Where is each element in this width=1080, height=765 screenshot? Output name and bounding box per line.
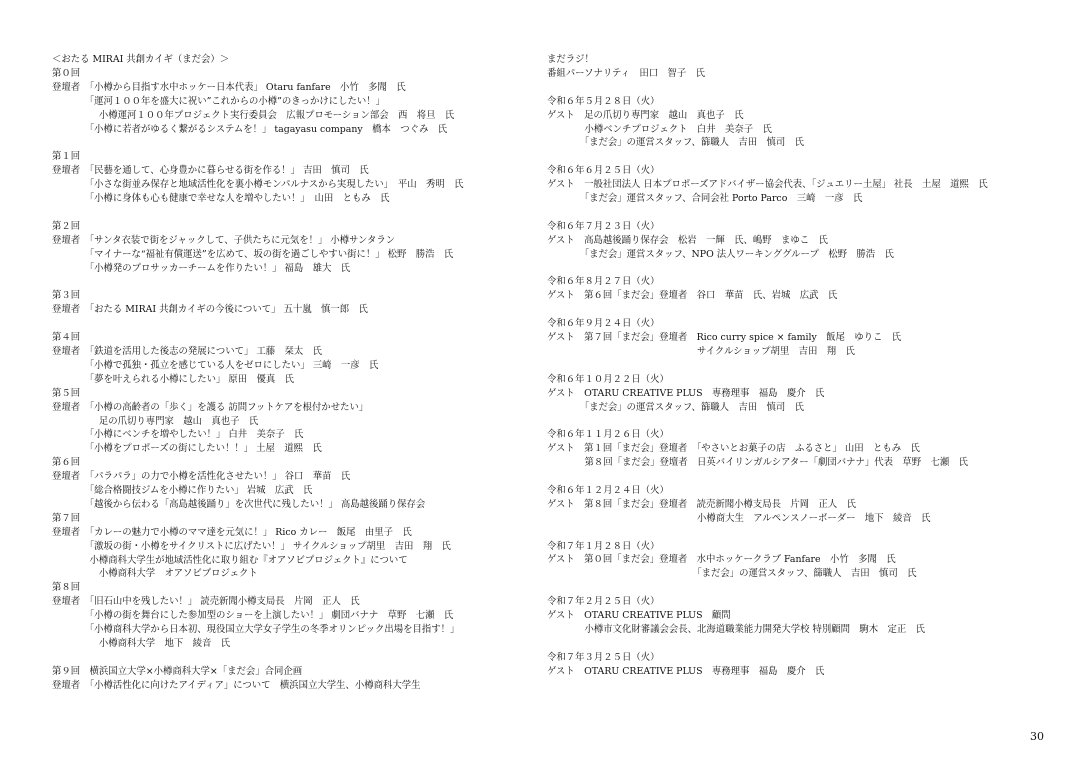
text-line: 「小さな街並み保存と地域活性化を裏小樽モンパルナスから実現したい」 平山 秀明 氏 — [52, 179, 464, 191]
section-title: ＜おたる MIRAI 共創カイギ（まだ会）＞ — [52, 54, 230, 65]
text-line: 小樽商大生 アルペンスノーボーダー 地下 綾音 氏 — [547, 512, 931, 524]
text-line: 第８回 — [52, 582, 81, 594]
text-line: 令和６年５月２８日（火） — [547, 95, 660, 107]
text-line — [547, 526, 1067, 540]
text-line: 「マイナーな“福祉有償運送”を広めて、坂の街を過ごしやすい街に！」 松野 勝浩 氏 — [52, 248, 454, 260]
text-line: 登壇者 「カレーの魅力で小樽のママ達を元気に！」 Rico カレー 飯尾 由里子 氏 — [52, 526, 412, 538]
text-line: 第２回 — [52, 220, 81, 232]
text-line: 登壇者 「小樽の高齢者の「歩く」を護る 訪問フットケアを根付かせたい」 — [52, 401, 369, 413]
text-line: 第９回 横浜国立大学×小樽商科大学×「まだ会」合同企画 — [52, 665, 303, 677]
text-line: 登壇者 「おたる MIRAI 共創カイギの今後について」 五十嵐 慎一郎 氏 — [52, 304, 368, 316]
text-line — [52, 275, 530, 289]
text-line: 「夢を叶えられる小樽にしたい」 原田 優真 氏 — [52, 373, 295, 385]
text-line: 「まだ会」運営スタッフ、合同会社 Porto Parco 三崎 一彦 氏 — [547, 193, 863, 205]
text-line — [547, 303, 1067, 317]
text-line: 番組パーソナリティ 田口 智子 氏 — [547, 67, 706, 79]
text-line: 小樽商科大学 オアソビプロジェクト — [52, 568, 258, 580]
text-line: 「小樽商科大学から日本初、現役国立大学女子学生の冬季オリンピック出場を目指す！」 — [52, 624, 460, 636]
text-line: 令和７年２月２５日（火） — [547, 596, 660, 608]
text-line: 第５回 — [52, 387, 81, 399]
text-line: 小樽市文化財審議会会長、北海道職業能力開発大学校 特別顧問 駒木 定正 氏 — [547, 624, 925, 635]
text-line: 「激坂の街・小樽をサイクリストに広げたい！」 サイクルショップ胡里 吉田 翔 氏 — [52, 540, 451, 552]
text-line: 令和６年７月２３日（火） — [547, 220, 660, 232]
text-line — [547, 262, 1067, 276]
text-line: ゲスト 高島越後踊り保存会 松岩 一輝 氏、嶋野 まゆこ 氏 — [547, 234, 828, 246]
text-line: 小樽運河１００年プロジェクト実行委員会 広報プロモーション部会 西 将旦 氏 — [52, 109, 455, 121]
text-line: ゲスト 第１回「まだ会」登壇者 「やさいとお菓子の店 ふるさと」 山田 ともみ 氏 — [547, 443, 920, 455]
text-line: 第０回 — [52, 67, 81, 79]
text-line: 登壇者 「パラパラ」の力で小樽を活性化させたい！」 谷口 華苗 氏 — [52, 471, 351, 483]
text-line: 「小樽発のプロサッカーチームを作りたい！」 福島 雄大 氏 — [52, 262, 351, 274]
text-line: 第６回 — [52, 457, 81, 469]
text-line: 登壇者 「サンタ衣装で街をジャックして、子供たちに元気を！」 小樽サンタラン — [52, 234, 396, 246]
text-line: 「総合格闘技ジムを小樽に作りたい」 岩城 広武 氏 — [52, 485, 313, 497]
section-title: まだラジ！ — [547, 54, 594, 65]
text-line: 令和７年１月２８日（火） — [547, 540, 660, 552]
text-line: 「越後から伝わる「高島越後踊り」を次世代に残したい！」 高島越後踊り保存会 — [52, 498, 426, 510]
text-line: 小樽ベンチプロジェクト 白井 美奈子 氏 — [547, 123, 772, 135]
text-line: 「まだ会」の運営スタッフ、篩職人 吉田 慎司 氏 — [547, 137, 805, 149]
left-lines — [52, 67, 530, 693]
text-line — [52, 136, 530, 150]
text-line: 令和６年９月２４日（火） — [547, 318, 660, 330]
text-line: 「小樽の街を舞台にした参加型のショーを上演したい！」 劇団バナナ 草野 七瀬 氏 — [52, 610, 454, 622]
text-line: 登壇者 「旧石山中を残したい！」 読売新聞小樽支局長 片岡 正人 氏 — [52, 596, 360, 608]
text-line — [547, 414, 1067, 428]
text-line: 「小樽に身体も心も健康で幸せな人を増やしたい！」 山田 ともみ 氏 — [52, 193, 390, 205]
text-line: 「運河１００年を盛大に祝い”これからの小樽”のきっかけにしたい！」 — [52, 95, 386, 107]
text-line: 令和６年８月２７日（火） — [547, 276, 660, 288]
text-line: 登壇者 「民藝を通して、心身豊かに暮らせる街を作る！」 吉田 慎司 氏 — [52, 165, 369, 177]
text-line: 第７回 — [52, 512, 81, 524]
text-line — [547, 470, 1067, 484]
text-line: 「小樽で孤独・孤立を感じている人をゼロにしたい」 三崎 一彦 氏 — [52, 359, 379, 371]
text-line: 「小樽をプロポーズの街にしたい！！」 土屋 道熙 氏 — [52, 443, 322, 455]
text-line: ゲスト OTARU CREATIVE PLUS 顧問 — [547, 610, 731, 622]
text-line: ゲスト 第８回「まだ会」登壇者 読売新聞小樽支局長 片岡 正人 氏 — [547, 498, 857, 510]
left-column — [52, 53, 530, 693]
text-line: ゲスト 一般社団法人 日本プロポーズアドバイザー協会代表、「ジュエリー土屋」 社長 土屋 道熙 氏 — [547, 179, 988, 191]
text-line: 第８回「まだ会」登壇者 日英バイリンガルシアター「劇団バナナ」代表 草野 七瀬 氏 — [547, 457, 968, 469]
text-line: 小樽商科大学生が地域活性化に取り組む『オアソビプロジェクト』について — [52, 554, 408, 566]
text-line: 小樽商科大学 地下 綾音 氏 — [52, 638, 231, 649]
text-line: 「小樽に若者がゆるく繋がるシステムを！」 tagayasu company 橋本 つぐみ 氏 — [52, 123, 448, 135]
text-line: サイクルショップ胡里 吉田 翔 氏 — [547, 345, 855, 357]
text-line — [547, 581, 1067, 595]
text-line: 第１回 — [52, 151, 81, 163]
text-line: 令和６年６月２５日（火） — [547, 165, 660, 177]
text-line: ゲスト 足の爪切り専門家 越山 真也子 氏 — [547, 109, 744, 121]
text-line: ゲスト 第６回「まだ会」登壇者 谷口 華苗 氏、岩城 広武 氏 — [547, 290, 838, 302]
right-column — [547, 53, 1067, 679]
text-line — [547, 150, 1067, 164]
text-line — [52, 317, 530, 331]
text-line: 「まだ会」の運営スタッフ、篩職人 吉田 慎司 氏 — [547, 401, 805, 413]
text-line: 登壇者 「小樽活性化に向けたアイディア」について 横浜国立大学生、小樽商科大学生 — [52, 679, 421, 691]
text-line: 令和７年３月２５日（火） — [547, 651, 660, 663]
text-line: 第４回 — [52, 332, 81, 344]
text-line — [547, 81, 1067, 95]
text-line: 登壇者 「鉄道を活用した後志の発展について」 工藤 栞太 氏 — [52, 345, 322, 357]
text-line: 令和６年１１月２６日（火） — [547, 429, 669, 441]
text-line — [547, 206, 1067, 220]
text-line: ゲスト 第０回「まだ会」登壇者 水中ホッケークラブ Fanfare 小竹 多聞 氏 — [547, 554, 896, 566]
text-line: ゲスト OTARU CREATIVE PLUS 専務理事 福島 慶介 氏 — [547, 665, 825, 677]
text-line: 足の爪切り専門家 越山 真也子 氏 — [52, 415, 259, 427]
text-line: 令和６年１２月２４日（火） — [547, 484, 669, 496]
text-line — [52, 651, 530, 665]
text-line: 令和６年１０月２２日（火） — [547, 373, 669, 385]
text-line: ゲスト 第７回「まだ会」登壇者 Rico curry spice × family 飯尾 ゆりこ 氏 — [547, 332, 902, 344]
right-lines — [547, 67, 1067, 679]
text-line — [547, 359, 1067, 373]
text-line: 「まだ会」運営スタッフ、NPO 法人ワーキンググループ 松野 勝浩 氏 — [547, 248, 894, 260]
text-line — [547, 637, 1067, 651]
text-line: ゲスト OTARU CREATIVE PLUS 専務理事 福島 慶介 氏 — [547, 387, 825, 399]
page-number: 30 — [1030, 730, 1044, 743]
text-line: 登壇者 「小樽から目指す水中ホッケー日本代表」 Otaru fanfare 小竹 多聞 氏 — [52, 81, 406, 93]
text-line: 「小樽にベンチを増やしたい！」 白井 美奈子 氏 — [52, 429, 304, 441]
text-line: 「まだ会」の運営スタッフ、篩職人 吉田 慎司 氏 — [547, 568, 917, 580]
text-line: 第３回 — [52, 290, 81, 302]
text-line — [52, 206, 530, 220]
